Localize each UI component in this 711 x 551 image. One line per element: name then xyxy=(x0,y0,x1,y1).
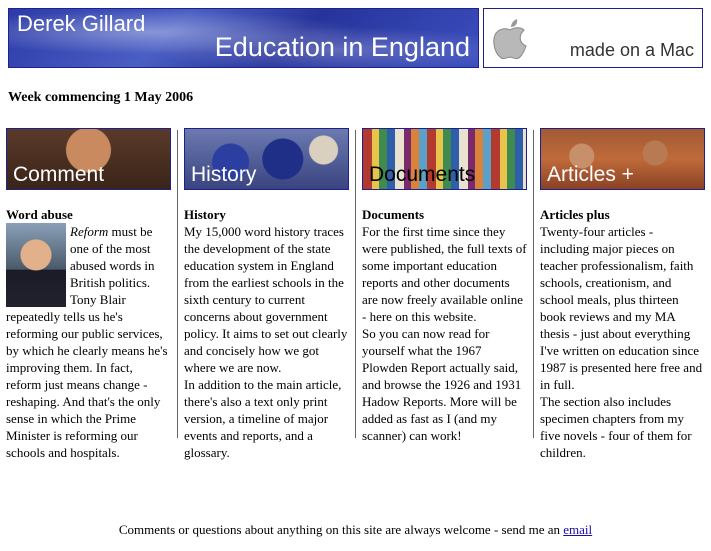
tony-blair-photo xyxy=(6,223,66,307)
email-link[interactable]: email xyxy=(563,522,593,537)
articles-column xyxy=(540,128,705,461)
paragraph-text: must be one of the most abused words in British politics. Tony Blair repeatedly tells us he's reforming our public services, by which he clearly means he's improving them. In fact, reform just means change - reshaping. And that's the only sense in which the Prime Minister is reforming our schools and hospitals. xyxy=(6,224,168,460)
section-body xyxy=(362,223,527,444)
footer xyxy=(0,522,711,538)
paragraph-text: The section also includes specimen chapters from my five novels - four of them for children. xyxy=(540,394,692,460)
column-divider xyxy=(355,130,356,438)
emphasis-word: Reform xyxy=(70,224,109,239)
author-name: Derek Gillard xyxy=(17,11,146,36)
paragraph-text: So you can now read for yourself what the 1967 Plowden Report actually said, and browse the 1926 and 1931 Hadow Reports. More will be added as fast as I (and my scanner) can work! xyxy=(362,326,522,443)
thumbnail-label: History xyxy=(191,163,257,186)
documents-column xyxy=(362,128,527,444)
comment-column xyxy=(6,128,171,461)
section-heading: Word abuse xyxy=(6,207,73,222)
history-thumbnail-link[interactable] xyxy=(184,128,349,190)
paragraph-text: For the first time since they were published, the full texts of some important education reports and other documents are now freely available online - here on this website. xyxy=(362,224,527,324)
comment-thumbnail-link[interactable] xyxy=(6,128,171,190)
thumbnail-label: Documents xyxy=(369,163,476,186)
history-column xyxy=(184,128,349,461)
section-heading: Documents xyxy=(362,207,425,222)
column-divider xyxy=(533,130,534,438)
paragraph-text: My 15,000 word history traces the development of the state education system in England from the earliest schools in the sixth century to current concerns about government policy. It aims to set out clearly and concisely how we got where we are now. xyxy=(184,224,348,375)
paragraph-text: In addition to the main article, there's also a text only print version, a timeline of major events and reports, and a glossary. xyxy=(184,377,342,460)
thumbnail-label: Comment xyxy=(13,163,105,186)
thumbnail-label: Articles + xyxy=(547,163,634,186)
section-body xyxy=(6,223,171,461)
apple-logo-icon xyxy=(490,15,530,61)
section-heading: Articles plus xyxy=(540,207,610,222)
made-on-mac-label: made on a Mac xyxy=(569,40,694,60)
articles-thumbnail-link[interactable] xyxy=(540,128,705,190)
column-divider xyxy=(177,130,178,438)
site-banner[interactable] xyxy=(8,8,479,68)
section-body xyxy=(184,223,349,461)
made-on-mac-badge[interactable] xyxy=(483,8,703,68)
paragraph-text: Twenty-four articles - including major pieces on teacher professionalism, faith schools, creationism, and school meals, plus thirteen book reviews and my MA thesis - just about everything I've written on education since 1987 is presented here free and in full. xyxy=(540,224,703,392)
section-heading: History xyxy=(184,207,226,222)
week-heading: Week commencing 1 May 2006 xyxy=(8,90,194,105)
footer-text: Comments or questions about anything on this site are always welcome - send me an xyxy=(118,522,564,537)
section-body xyxy=(540,223,705,461)
documents-thumbnail-link[interactable] xyxy=(362,128,527,190)
site-title: Education in England xyxy=(214,32,470,62)
